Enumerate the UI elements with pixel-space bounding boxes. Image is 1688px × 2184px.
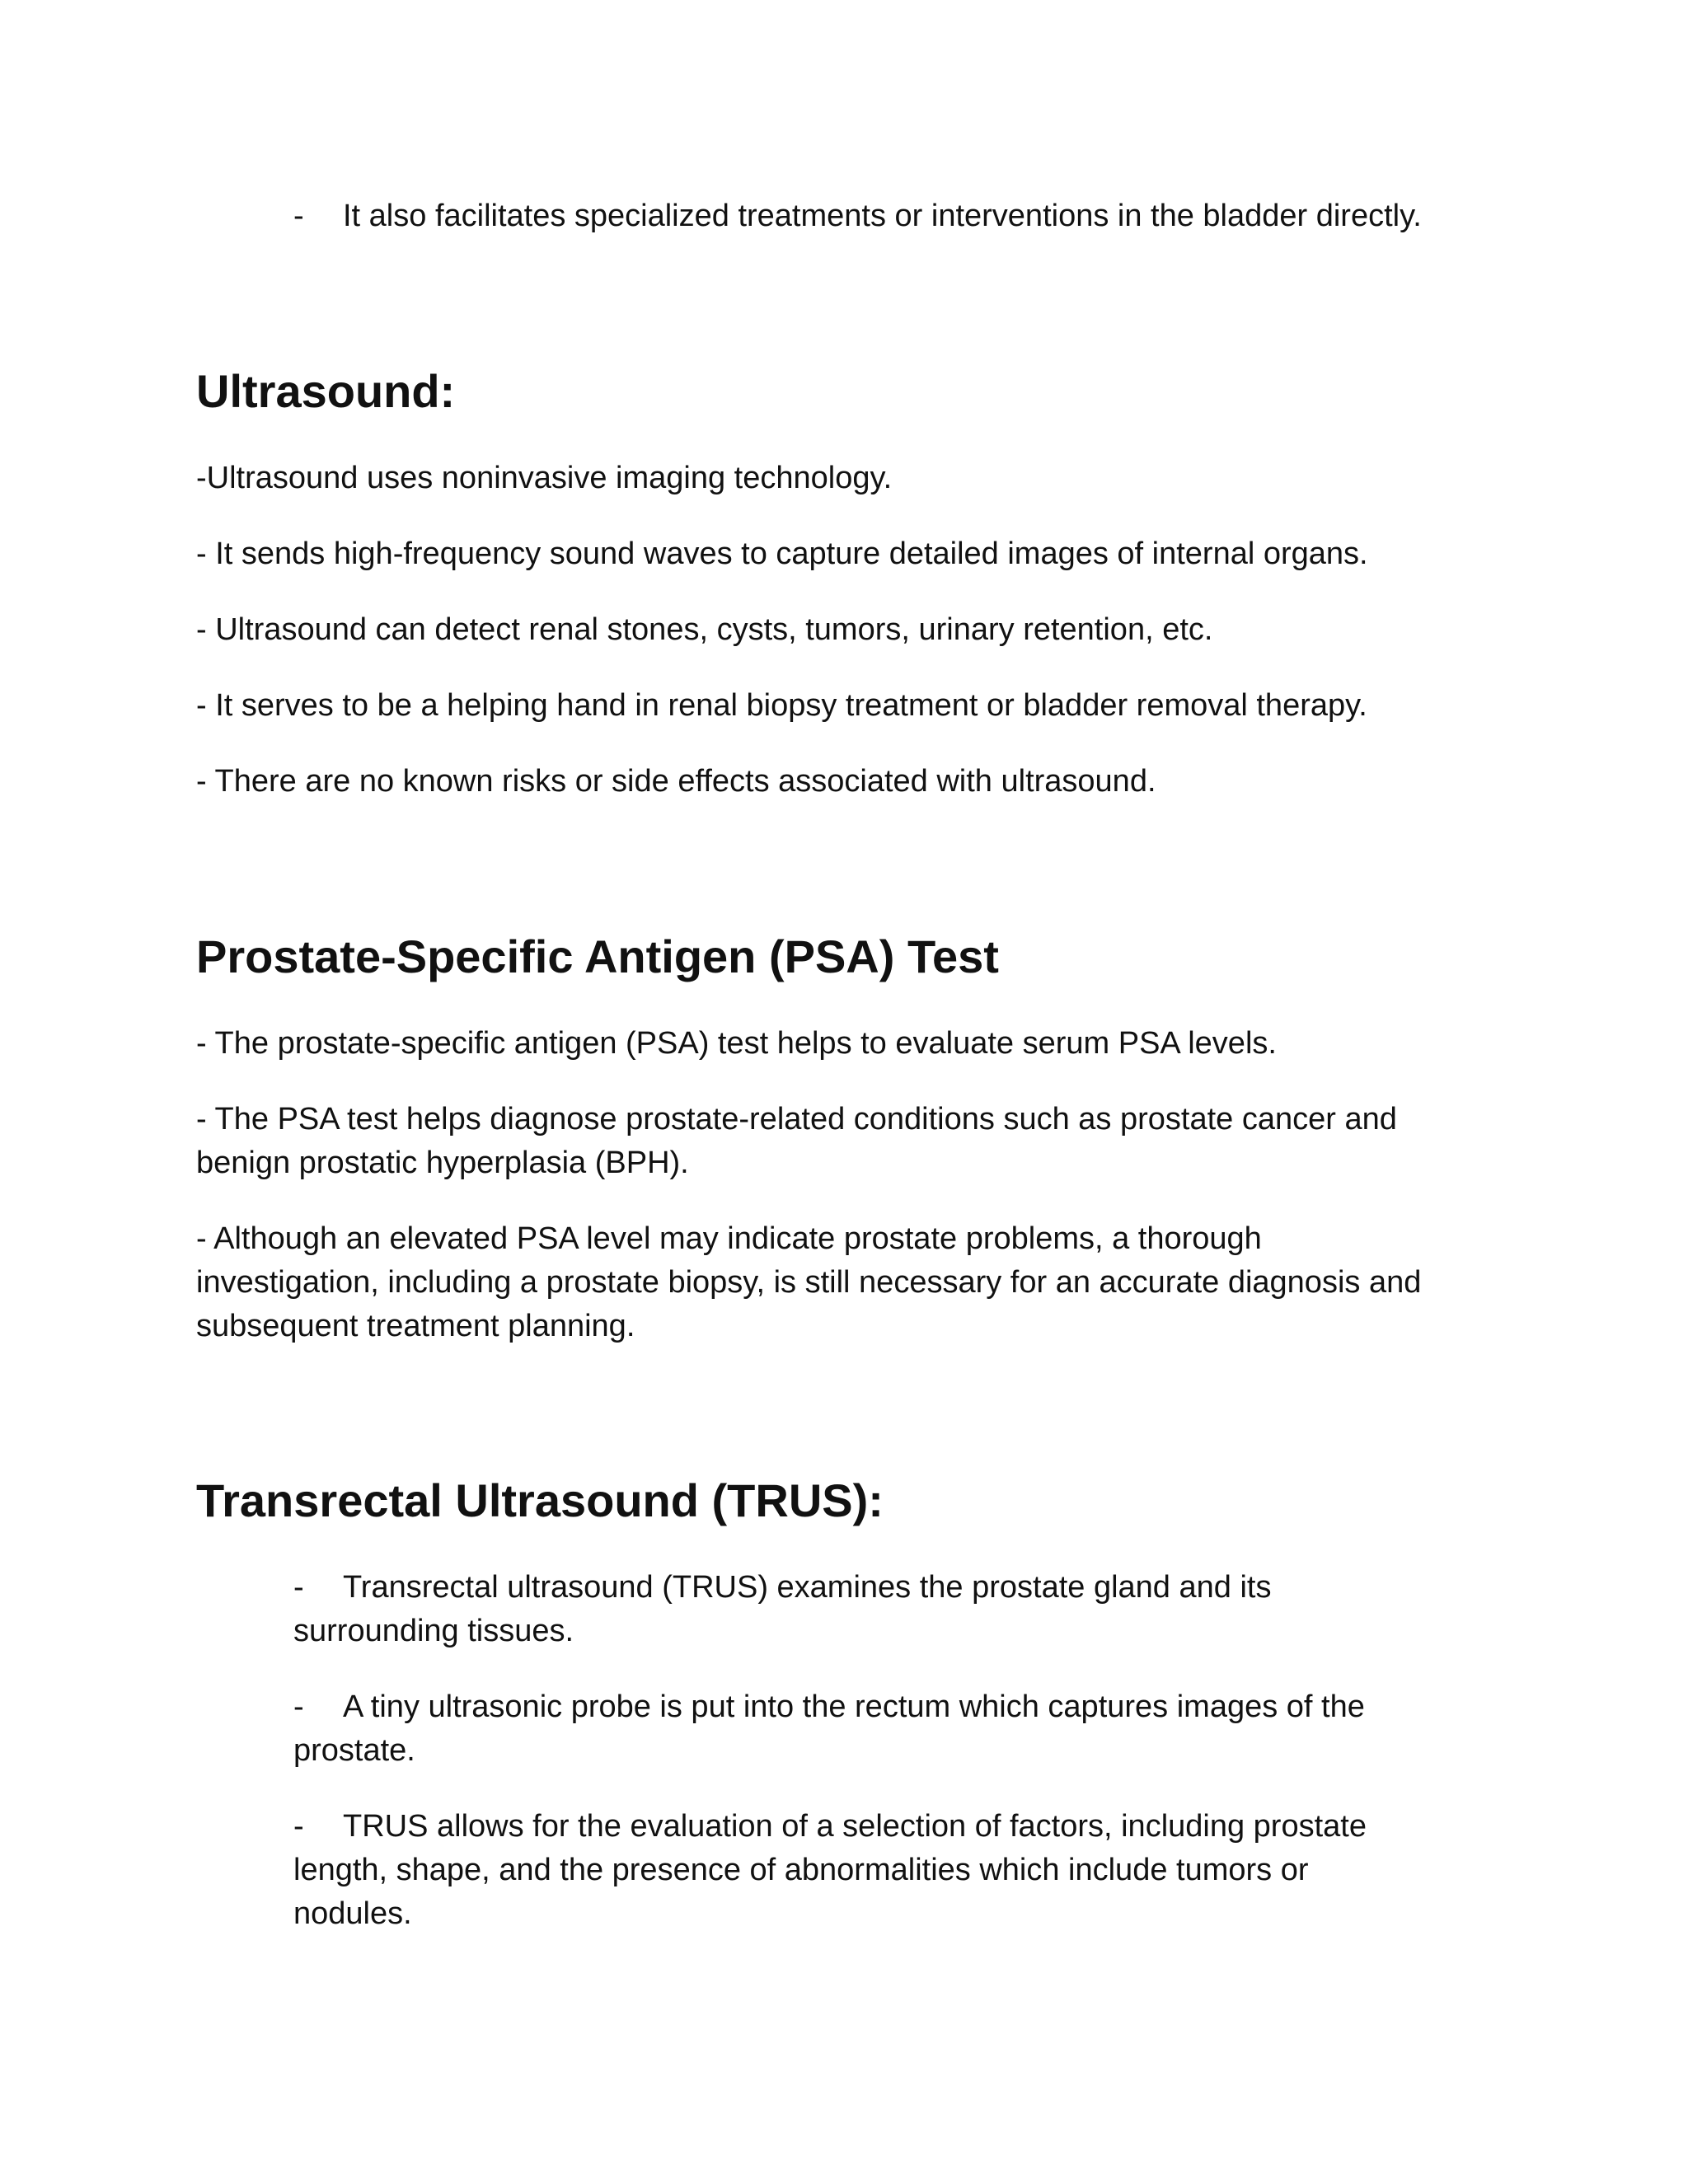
trus-item-dash: - xyxy=(293,1570,304,1605)
bullet-top xyxy=(293,194,1422,238)
trus-item-2 xyxy=(293,1685,1447,1773)
ultrasound-line-5: - There are no known risks or side effects associated with ultrasound. xyxy=(196,764,1156,799)
heading-trus: Transrectal Ultrasound (TRUS): xyxy=(196,1474,884,1526)
heading-ultrasound: Ultrasound: xyxy=(196,365,456,417)
psa-line-3: - Although an elevated PSA level may indicate prostate problems, a thorough investigation, including a prostate biopsy, is still necessary for an accurate diagnosis and subsequent treatment planning. xyxy=(196,1221,1422,1343)
psa-line-2: - The PSA test helps diagnose prostate-related conditions such as prostate cancer and benign prostatic hyperplasia (BPH). xyxy=(196,1102,1397,1180)
ultrasound-line-4: - It serves to be a helping hand in renal biopsy treatment or bladder removal therapy. xyxy=(196,688,1367,723)
trus-item-text: TRUS allows for the evaluation of a selection of factors, including prostate length, shape, and the presence of abnormalities which include tumors or nodules. xyxy=(293,1809,1367,1931)
trus-item-text: A tiny ultrasonic probe is put into the rectum which captures images of the prostate. xyxy=(293,1690,1365,1768)
ultrasound-line-1: -Ultrasound uses noninvasive imaging technology. xyxy=(196,461,893,495)
trus-item-dash: - xyxy=(293,1690,304,1724)
trus-item-text: Transrectal ultrasound (TRUS) examines the prostate gland and its surrounding tissues. xyxy=(293,1570,1272,1648)
bullet-text: It also facilitates specialized treatments or interventions in the bladder directly. xyxy=(343,199,1422,233)
ultrasound-line-3: - Ultrasound can detect renal stones, cysts, tumors, urinary retention, etc. xyxy=(196,612,1213,647)
trus-item-3 xyxy=(293,1805,1431,1936)
trus-item-dash: - xyxy=(293,1809,304,1844)
bullet-dash: - xyxy=(293,199,304,233)
heading-psa: Prostate-Specific Antigen (PSA) Test xyxy=(196,930,999,982)
ultrasound-line-2: - It sends high-frequency sound waves to capture detailed images of internal organs. xyxy=(196,537,1368,571)
psa-line-1: - The prostate-specific antigen (PSA) test helps to evaluate serum PSA levels. xyxy=(196,1026,1277,1061)
trus-item-1 xyxy=(293,1566,1414,1653)
